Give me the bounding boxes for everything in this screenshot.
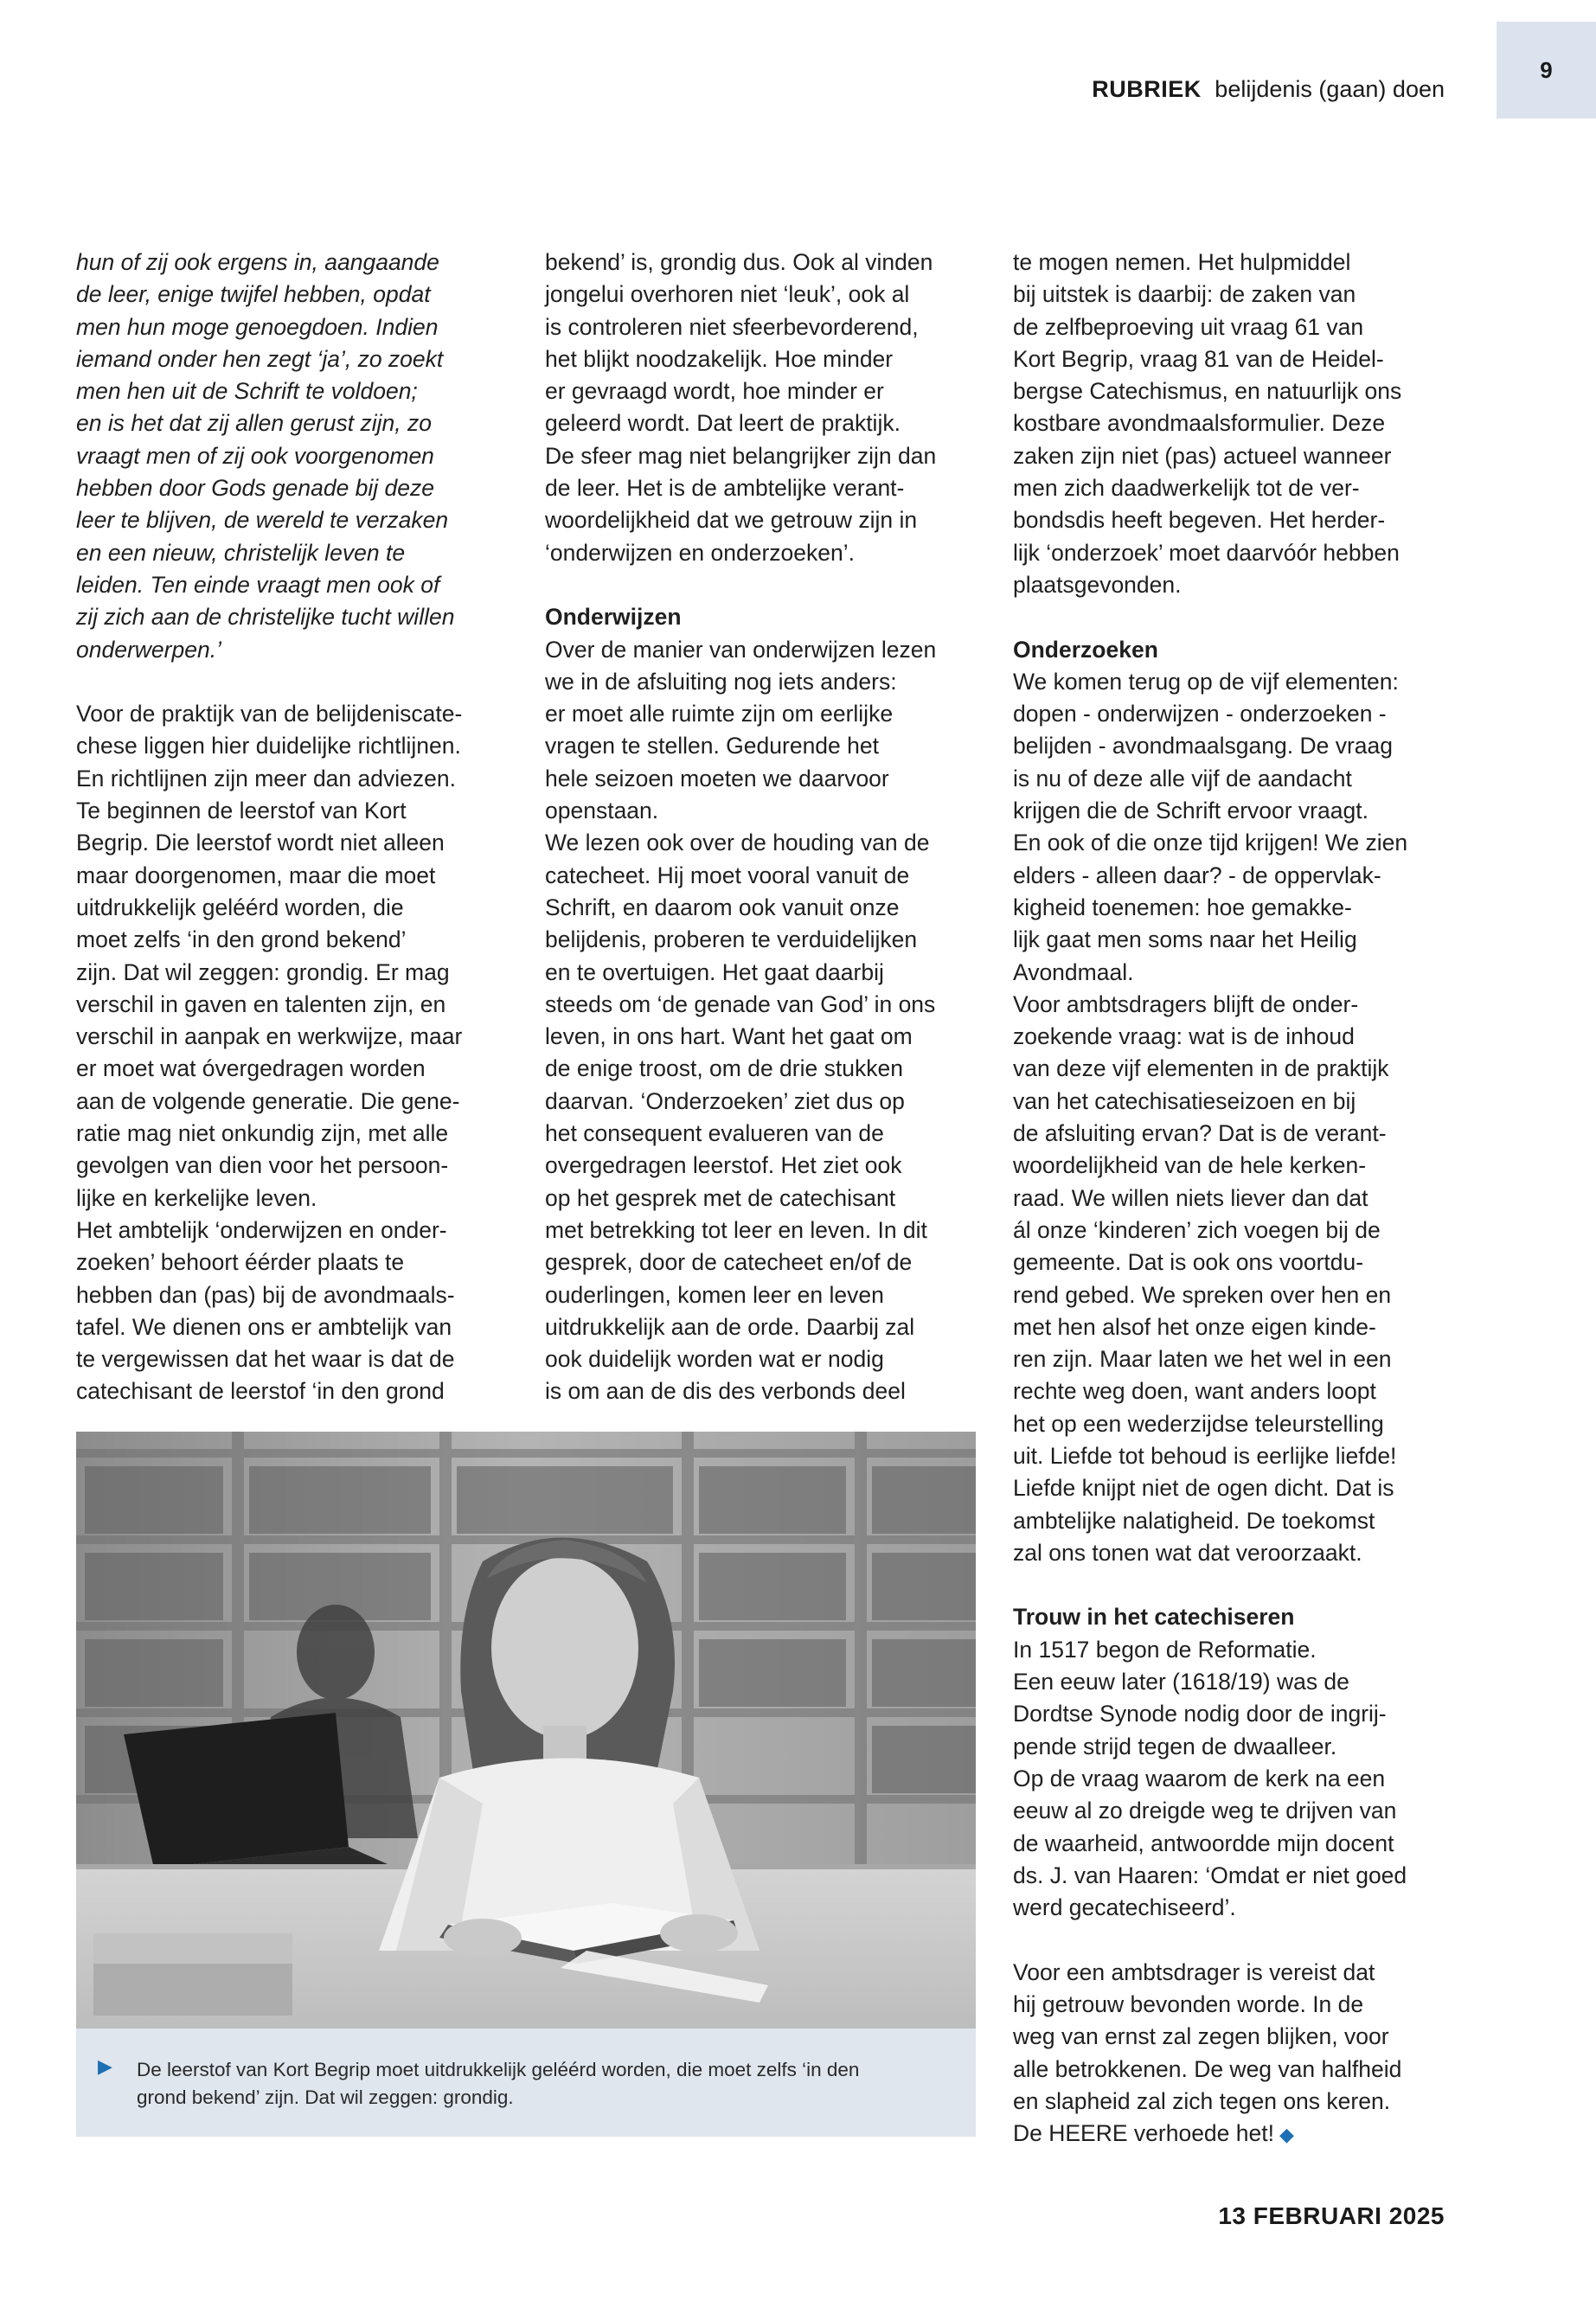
text-line: is controleren niet sfeerbevorderend, <box>545 313 919 340</box>
paragraph-gap <box>1013 1924 1463 1956</box>
text-line: jongelui overhoren niet ‘leuk’, ook al <box>545 281 910 308</box>
text-line: gesprek, door de catecheet en/of de <box>545 1249 913 1276</box>
text-line: dopen - onderwijzen - onderzoeken - <box>1013 701 1387 727</box>
article-photo <box>76 1432 976 2029</box>
text-line: van deze vijf elementen in de praktijk <box>1013 1055 1389 1082</box>
text-line: catecheet. Hij moet vooral vanuit de <box>545 862 910 888</box>
subheading-trouw: Trouw in het catechiseren <box>1013 1604 1295 1631</box>
quote-line: leiden. Ten einde vraagt men ook of <box>76 571 440 598</box>
text-line: openstaan. <box>545 798 659 824</box>
text-line: het op een wederzijdse teleurstelling <box>1013 1410 1384 1437</box>
text-line: het blijkt noodzakelijk. Hoe minder <box>545 345 894 372</box>
text-line: er moet alle ruimte zijn om eerlijke <box>545 701 894 727</box>
text-line: En richtlijnen zijn meer dan adviezen. <box>76 765 456 792</box>
text-line: ren zijn. Maar laten we het wel in een <box>1013 1346 1392 1373</box>
paragraph-gap <box>76 666 509 698</box>
paragraph-gap <box>1013 1569 1463 1601</box>
page-number-tab <box>1497 22 1596 119</box>
subheading-onderzoeken: Onderzoeken <box>1013 636 1158 663</box>
text-line: maar doorgenomen, maar die moet <box>76 862 436 888</box>
text-line: verschil in gaven en talenten zijn, en <box>76 990 446 1017</box>
body-paragraph <box>545 634 977 1408</box>
text-line: men zich daadwerkelijk tot de ver- <box>1013 475 1360 502</box>
text-line: op het gesprek met de catechisant <box>545 1184 896 1211</box>
text-line: vragen te stellen. Gedurende het <box>545 733 879 760</box>
body-paragraph <box>545 247 977 569</box>
text-line: In 1517 begon de Reformatie. <box>1013 1636 1317 1663</box>
text-line: kigheid toenemen: hoe gemakke- <box>1013 894 1352 920</box>
text-line: ál onze ‘kinderen’ zich voegen bij de <box>1013 1216 1381 1243</box>
text-line: zaken zijn niet (pas) actueel wanneer <box>1013 442 1392 469</box>
quote-line: leer te blijven, de wereld te verzaken <box>76 507 449 534</box>
text-line: raad. We willen niets liever dan dat <box>1013 1184 1368 1211</box>
quote-line: hebben door Gods genade bij deze <box>76 475 435 502</box>
caption-line: De leerstof van Kort Begrip moet uitdrukkelijk geléérd worden, die moet zelfs ‘in den <box>137 2059 860 2080</box>
photo-caption <box>76 2029 976 2137</box>
text-line: weg van ernst zal zegen blijken, voor <box>1013 2023 1389 2050</box>
quote-line: zij zich aan de christelijke tucht willen <box>76 604 455 631</box>
text-line: krijgen die de Schrift ervoor vraagt. <box>1013 798 1368 824</box>
body-paragraph <box>76 698 509 1408</box>
text-line: lijke en kerkelijke leven. <box>76 1184 317 1211</box>
paragraph-gap <box>1013 601 1463 633</box>
text-line: Avondmaal. <box>1013 958 1134 985</box>
text-line: bondsdis heeft begeven. Het herder- <box>1013 507 1386 534</box>
text-line: bekend’ is, grondig dus. Ook al vinden <box>545 249 933 275</box>
text-line: de zelfbeproeving uit vraag 61 van <box>1013 313 1364 340</box>
text-line: belijdenis, proberen te verduidelijken <box>545 926 918 953</box>
text-line: ‘onderwijzen en onderzoeken’. <box>545 539 855 566</box>
text-line: gemeente. Dat is ook ons voortdu- <box>1013 1249 1364 1276</box>
text-line: uitdrukkelijk aan de orde. Daarbij zal <box>545 1313 915 1340</box>
text-line: te mogen nemen. Het hulpmiddel <box>1013 249 1351 275</box>
text-line: is nu of deze alle vijf de aandacht <box>1013 765 1352 792</box>
text-line: het consequent evalueren van de <box>545 1120 884 1147</box>
text-line: hebben dan (pas) bij de avondmaals- <box>76 1281 455 1308</box>
text-line: uit. Liefde tot behoud is eerlijke liefde! <box>1013 1442 1397 1469</box>
quote-block <box>76 247 509 666</box>
text-line: catechisant de leerstof ‘in den grond <box>76 1378 445 1405</box>
quote-line: hun of zij ook ergens in, aangaande <box>76 249 439 275</box>
text-line: Voor de praktijk van de belijdeniscate- <box>76 701 463 727</box>
text-line: bergse Catechismus, en natuurlijk ons <box>1013 378 1402 405</box>
text-line: ds. J. van Haaren: ‘Omdat er niet goed <box>1013 1862 1407 1888</box>
text-line: Een eeuw later (1618/19) was de <box>1013 1669 1349 1695</box>
text-line: hele seizoen moeten we daarvoor <box>545 765 889 792</box>
text-line: rend gebed. We spreken over hen en <box>1013 1281 1392 1308</box>
text-line: woordelijkheid van de hele kerken- <box>1013 1152 1367 1179</box>
quote-line: men hun moge genoegdoen. Indien <box>76 313 439 340</box>
text-line: geleerd wordt. Dat leert de praktijk. <box>545 410 901 437</box>
text-line: steeds om ‘de genade van God’ in ons <box>545 990 936 1017</box>
text-line: verschil in aanpak en werkwijze, maar <box>76 1023 463 1050</box>
text-line: met betrekking tot leer en leven. In dit <box>545 1216 927 1243</box>
section-label: RUBRIEK <box>1092 76 1202 102</box>
text-line: bij uitstek is daarbij: de zaken van <box>1013 281 1356 308</box>
text-line: de leer. Het is de ambtelijke verant- <box>545 475 905 502</box>
closing-line: De HEERE verhoede het! <box>1013 2120 1274 2147</box>
text-line: hij getrouw bevonden worde. In de <box>1013 1991 1364 2018</box>
issue-date: 13 FEBRUARI 2025 <box>1218 2202 1445 2229</box>
text-line: daarvan. ‘Onderzoeken’ ziet dus op <box>545 1087 905 1114</box>
text-line: plaatsgevonden. <box>1013 571 1182 598</box>
text-line: elders - alleen daar? - de oppervlak- <box>1013 862 1381 888</box>
text-line: Liefde knijpt niet de ogen dicht. Dat is <box>1013 1475 1394 1502</box>
text-line: We lezen ook over de houding van de <box>545 830 930 856</box>
quote-line: onderwerpen.’ <box>76 636 221 663</box>
text-line: ouderlingen, komen leer en leven <box>545 1281 884 1308</box>
text-line: zoekende vraag: wat is de inhoud <box>1013 1023 1355 1050</box>
page-number: 9 <box>1540 56 1553 83</box>
text-line: ambtelijke nalatigheid. De toekomst <box>1013 1507 1375 1534</box>
text-line: is om aan de dis des verbonds deel <box>545 1378 906 1405</box>
text-line <box>1013 2118 1463 2150</box>
text-line: De sfeer mag niet belangrijker zijn dan <box>545 442 937 469</box>
text-line: lijk gaat men soms naar het Heilig <box>1013 926 1357 953</box>
body-paragraph <box>1013 247 1463 601</box>
text-line: gevolgen van dien voor het persoon- <box>76 1152 449 1179</box>
text-line: Over de manier van onderwijzen lezen <box>545 636 937 663</box>
column-3 <box>1013 247 1463 2150</box>
column-1 <box>76 247 509 1408</box>
text-line: en te overtuigen. Het gaat daarbij <box>545 958 884 985</box>
text-line: Voor ambtsdragers blijft de onder- <box>1013 990 1359 1017</box>
text-line: er moet wat óvergedragen worden <box>76 1055 426 1082</box>
text-line: Op de vraag waarom de kerk na een <box>1013 1765 1386 1791</box>
text-line: pende strijd tegen de dwaalleer. <box>1013 1733 1337 1759</box>
section-topic: belijdenis (gaan) doen <box>1215 76 1445 102</box>
page-header <box>1092 76 1445 103</box>
paragraph-gap <box>545 569 977 601</box>
text-line: We komen terug op de vijf elementen: <box>1013 668 1399 695</box>
text-line: Kort Begrip, vraag 81 van de Heidel- <box>1013 345 1384 372</box>
subheading-onderwijzen: Onderwijzen <box>545 604 682 631</box>
quote-line: iemand onder hen zegt ‘ja’, zo zoekt <box>76 345 444 372</box>
text-line: van het catechisatieseizoen en bij <box>1013 1087 1356 1114</box>
text-line: we in de afsluiting nog iets anders: <box>545 668 897 695</box>
body-paragraph <box>1013 666 1463 1569</box>
text-line: Te beginnen de leerstof van Kort <box>76 798 407 824</box>
text-line: ratie mag niet onkundig zijn, met alle <box>76 1120 449 1147</box>
quote-line: en een nieuw, christelijk leven te <box>76 539 406 566</box>
quote-line: de leer, enige twijfel hebben, opdat <box>76 281 431 308</box>
photo-illustration <box>76 1432 976 2029</box>
text-line: alle betrokkenen. De weg van halfheid <box>1013 2055 1402 2082</box>
text-line: zijn. Dat wil zeggen: grondig. Er mag <box>76 958 450 985</box>
text-line: de enige troost, om de drie stukken <box>545 1055 903 1082</box>
text-line: rechte weg doen, want anders loopt <box>1013 1378 1376 1405</box>
caption-line: grond bekend’ zijn. Dat wil zeggen: grondig. <box>137 2086 514 2108</box>
text-line: met hen alsof het onze eigen kinde- <box>1013 1313 1376 1340</box>
text-line: uitdrukkelijk geléérd worden, die <box>76 894 404 920</box>
text-line: overgedragen leerstof. Het ziet ook <box>545 1152 902 1179</box>
body-paragraph <box>1013 1957 1463 2150</box>
text-line: eeuw al zo dreigde weg te drijven van <box>1013 1798 1397 1824</box>
text-line: kostbare avondmaalsformulier. Deze <box>1013 410 1386 437</box>
quote-line: en is het dat zij allen gerust zijn, zo <box>76 410 432 437</box>
text-line: belijden - avondmaalsgang. De vraag <box>1013 733 1393 760</box>
text-line: werd gecatechiseerd’. <box>1013 1894 1236 1921</box>
column-2 <box>545 247 977 1408</box>
text-line: de waarheid, antwoordde mijn docent <box>1013 1830 1394 1856</box>
text-line: Voor een ambtsdrager is vereist dat <box>1013 1958 1375 1985</box>
text-line: zoeken’ behoort éérder plaats te <box>76 1249 405 1276</box>
text-line: woordelijkheid dat we getrouw zijn in <box>545 507 918 534</box>
text-line: Begrip. Die leerstof wordt niet alleen <box>76 830 445 856</box>
text-line: moet zelfs ‘in den grond bekend’ <box>76 926 407 953</box>
text-line: en slapheid zal zich tegen ons keren. <box>1013 2087 1391 2114</box>
end-mark-diamond-icon: ◆ <box>1279 2124 1294 2146</box>
text-line: Schrift, en daarom ook vanuit onze <box>545 894 900 920</box>
body-paragraph <box>1013 1634 1463 1925</box>
quote-line: vraagt men of zij ook voorgenomen <box>76 442 434 469</box>
text-line: te vergewissen dat het waar is dat de <box>76 1346 455 1373</box>
text-line: Het ambtelijk ‘onderwijzen en onder- <box>76 1216 447 1243</box>
text-line: zal ons tonen wat dat veroorzaakt. <box>1013 1539 1362 1566</box>
text-line: En ook of die onze tijd krijgen! We zien <box>1013 830 1408 856</box>
caption-arrow-icon: ▶ <box>98 2055 112 2077</box>
text-line: Dordtse Synode nodig door de ingrij- <box>1013 1701 1387 1727</box>
text-line: chese liggen hier duidelijke richtlijnen. <box>76 733 461 760</box>
text-line: er gevraagd wordt, hoe minder er <box>545 378 884 405</box>
text-line: leven, in ons hart. Want het gaat om <box>545 1023 913 1050</box>
text-line: tafel. We dienen ons er ambtelijk van <box>76 1313 452 1340</box>
text-line: lijk ‘onderzoek’ moet daarvóór hebben <box>1013 539 1400 566</box>
text-line: de afsluiting ervan? Dat is de verant- <box>1013 1120 1387 1147</box>
quote-line: men hen uit de Schrift te voldoen; <box>76 378 418 405</box>
text-line: aan de volgende generatie. Die gene- <box>76 1087 460 1114</box>
text-line: ook duidelijk worden wat er nodig <box>545 1346 884 1373</box>
